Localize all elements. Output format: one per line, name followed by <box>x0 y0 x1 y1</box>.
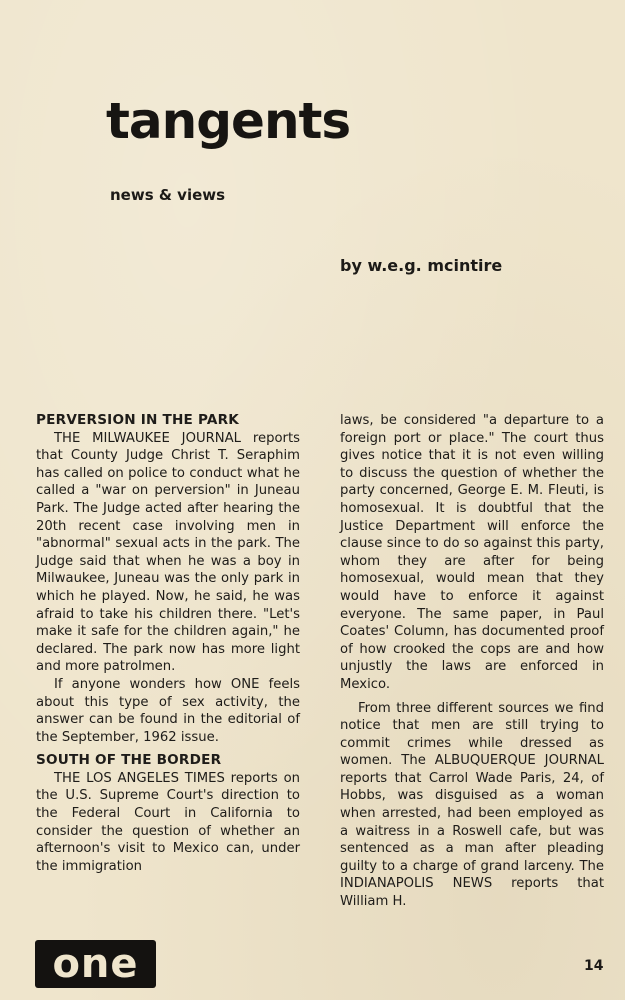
paragraph: From three different sources we find notice that men are still trying to commit crimes while dressed as women. The ALBUQUERQUE JOURNAL reports that Carrol Wade Paris, 24, of Hobbs, was disguised as a woman when arrested, had been employed as a waitress in a Roswell cafe, but was sentenced as a man after pleading guilty to a charge of grand larceny. The INDIANAPOLIS NEWS reports that William H. <box>340 700 604 910</box>
page-number: 14 <box>584 958 604 974</box>
logo-text: one <box>52 941 139 987</box>
section-heading-border: SOUTH OF THE BORDER <box>36 752 222 769</box>
one-logo <box>35 940 156 988</box>
page-title: tangents <box>106 92 351 150</box>
left-column <box>36 412 300 875</box>
byline: by w.e.g. mcintire <box>340 256 503 275</box>
right-column <box>340 412 604 911</box>
section-heading-perversion: PERVERSION IN THE PARK <box>36 412 239 428</box>
paragraph: If anyone wonders how ONE feels about this type of sex activity, the answer can be found in the editorial of the September, 1962 issue. <box>36 676 300 745</box>
paragraph: laws, be considered "a departure to a foreign port or place." The court thus gives notice that it is not even willing to discuss the question of whether the party concerned, George E. M. Fleuti, is homosexual. It is doubtful that the Justice Department will enforce the clause since to do so against this party, whom they are after for being homosexual, would mean that they would have to enforce it against everyone. The same paper, in Paul Coates' Column, has documented proof of how crooked the cops are and how unjustly the laws are enforced in Mexico. <box>340 413 604 692</box>
paragraph: THE MILWAUKEE JOURNAL reports that County Judge Christ T. Seraphim has called on police to conduct what he called a "war on perversion" in Juneau Park. The Judge acted after hearing the 20th recent case involving men in "abnormal" sexual acts in the park. The Judge said that when he was a boy in Milwaukee, Juneau was the only park in which he played. Now, he said, he was afraid to take his children there. "Let's make it safe for the children again," he declared. The park now has more light and more patrolmen. <box>36 430 300 675</box>
page-subtitle: news & views <box>110 186 226 204</box>
paragraph: THE LOS ANGELES TIMES reports on the U.S. Supreme Court's direction to the Federal Court in California to consider the question of whether an afternoon's visit to Mexico can, under the immigration <box>36 770 300 874</box>
